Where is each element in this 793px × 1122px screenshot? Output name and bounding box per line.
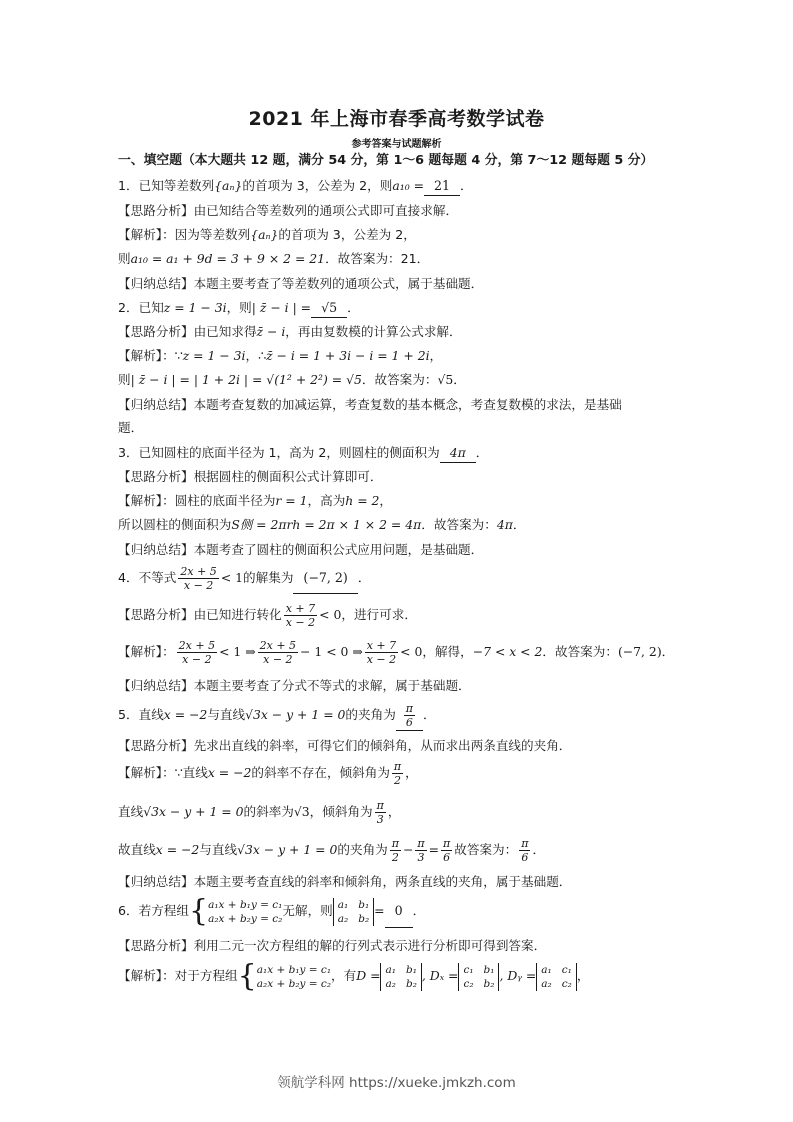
equation-system: a₁x + b₁y = c₁ a₂x + b₂y = c₂ xyxy=(256,963,332,990)
q4-analysis: 【思路分析】由已知进行转化 $\frac{x + 7}{x - 2}$ < 0，进行可求． xyxy=(118,602,417,629)
determinant: a₁ b₁ a₂ b₂ xyxy=(380,963,421,991)
determinant: c₁ b₁ c₂ b₂ xyxy=(458,963,499,991)
q2-stem: 2．已知z = 1 − 3i，则| z̄ − i | = √5 ． xyxy=(118,299,678,318)
q2-solution-2: 则| z̄ − i | = | 1 + 2i | = √(1² + 2²) = √5．故答案为：√5． xyxy=(118,372,466,387)
equation-system: a₁x + b₁y = c₁ a₂x + b₂y = c₂ xyxy=(208,898,283,925)
q5-analysis: 【思路分析】先求出直线的斜率，可得它们的倾斜角，从而求出两条直线的夹角． xyxy=(118,738,572,753)
fraction: $\frac{2x + 5}{x - 2}$ xyxy=(178,639,216,666)
q5-stem: 5．直线x = −2与直线√3x − y + 1 = 0的夹角为 $\frac{\pi}{6}$ ． xyxy=(118,702,436,729)
q5-solution-3: 故直线x = −2与直线√3x − y + 1 = 0的夹角为 $\frac{\pi}{2}$ − $\frac{\pi}{3}$ = $\frac{\pi}{6}$ 故答案为： $\frac{\pi}{6}$ ． xyxy=(118,837,546,864)
q6-answer: 0 xyxy=(385,895,413,928)
fraction: $\frac{\pi}{6}$ xyxy=(521,837,529,864)
q1-solution: 【解析】：因为等差数列{aₙ}的首项为 3，公差为 2， xyxy=(118,227,416,242)
fraction: $\frac{\pi}{2}$ xyxy=(391,837,399,864)
fraction: $\frac{2x + 5}{x - 2}$ xyxy=(259,639,297,666)
q3-solution: 【解析】：圆柱的底面半径为r = 1，高为h = 2， xyxy=(118,493,392,508)
section-heading: 一、填空题（本大题共 12 题，满分 54 分，第 1～6 题每题 4 分，第 7～12 题每题 5 分） xyxy=(118,153,654,168)
fraction: $\frac{\pi}{3}$ xyxy=(376,799,384,826)
q4-solution: 【解析】： $\frac{2x + 5}{x - 2}$ < 1 ⇒ $\frac{2x + 5}{x - 2}$ − 1 < 0 ⇒ $\frac{x + 7}{x - 2}$ < 0，解得，−7 < x < 2．故答案为：(−7, 2)． xyxy=(118,639,675,666)
q4-summary: 【归纳总结】本题主要考查了分式不等式的求解，属于基础题． xyxy=(118,678,471,693)
q1-solution-2: 则a₁₀ = a₁ + 9d = 3 + 9 × 2 = 21．故答案为：21． xyxy=(118,251,430,266)
q4-answer: (−7, 2) xyxy=(293,563,357,594)
footer-watermark: 领航学科网 https://xueke.jmkzh.com xyxy=(277,1075,516,1091)
q6-solution: 【解析】：对于方程组{ a₁x + b₁y = c₁ a₂x + b₂y = c₂ ，有D = a₁ b₁ a₂ b₂ , Dₓ = c₁ b₁ c₂ b₂ , Dᵧ = a₁ c₁ a₂ c₂ ， xyxy=(118,958,590,994)
q2-summary: 【归纳总结】本题考查复数的加减运算，考查复数的基本概念，考查复数模的求法，是基础 xyxy=(118,397,622,412)
q3-stem: 3．已知圆柱的底面半径为 1，高为 2，则圆柱的侧面积为 4π ． xyxy=(118,444,678,463)
page-subtitle: 参考答案与试题解析 xyxy=(351,139,442,150)
fraction: $\frac{\pi}{6}$ xyxy=(443,837,451,864)
determinant: a₁ c₁ a₂ c₂ xyxy=(536,963,577,991)
q2-answer: √5 xyxy=(311,299,347,318)
fraction: $\frac{2x + 5}{x - 2}$ xyxy=(180,565,217,592)
fraction: $\frac{\pi}{3}$ xyxy=(417,837,425,864)
q3-analysis: 【思路分析】根据圆柱的侧面积公式计算即可． xyxy=(118,469,383,484)
q1-summary: 【归纳总结】本题主要考查了等差数列的通项公式，属于基础题． xyxy=(118,276,484,291)
q1-analysis: 【思路分析】由已知结合等差数列的通项公式即可直接求解． xyxy=(118,203,459,218)
fraction: $\frac{x + 7}{x - 2}$ xyxy=(285,602,316,629)
fraction: $\frac{x + 7}{x - 2}$ xyxy=(366,639,397,666)
q1-answer: 21 xyxy=(424,177,460,196)
q6-stem: 6．若方程组{ a₁x + b₁y = c₁ a₂x + b₂y = c₂ 无解，则 a₁ b₁ a₂ b₂ = 0 ． xyxy=(118,893,426,929)
q1-stem: 1．已知等差数列{aₙ}的首项为 3，公差为 2，则a₁₀ = 21 ． xyxy=(118,177,678,196)
q2-summary-cont: 题． xyxy=(118,420,144,435)
q2-analysis: 【思路分析】由已知求得z̄ − i，再由复数模的计算公式求解． xyxy=(118,324,462,339)
fraction: $\frac{\pi}{2}$ xyxy=(393,760,402,787)
q5-summary: 【归纳总结】本题主要考查直线的斜率和倾斜角，两条直线的夹角，属于基础题． xyxy=(118,874,572,889)
q6-analysis: 【思路分析】利用二元一次方程组的解的行列式表示进行分析即可得到答案． xyxy=(118,938,547,953)
q3-summary: 【归纳总结】本题考查了圆柱的侧面积公式应用问题，是基础题． xyxy=(118,542,484,557)
fraction: $\frac{\pi}{6}$ xyxy=(405,702,414,729)
q2-solution: 【解析】：∵z = 1 − 3i，∴z̄ − i = 1 + 3i − i = 1 + 2i， xyxy=(118,348,443,363)
q5-solution: 【解析】：∵直线x = −2的斜率不存在，倾斜角为 $\frac{\pi}{2}$ ， xyxy=(118,760,418,787)
q5-solution-2: 直线√3x − y + 1 = 0的斜率为√3，倾斜角为 $\frac{\pi}{3}$ ， xyxy=(118,799,401,826)
q3-answer: 4π xyxy=(440,444,476,463)
q4-stem: 4．不等式 $\frac{2x + 5}{x - 2}$ < 1的解集为 (−7, 2) ． xyxy=(118,565,371,592)
q5-answer xyxy=(396,700,423,731)
q3-solution-2: 所以圆柱的侧面积为S侧 = 2πrh = 2π × 1 × 2 = 4π．故答案为：4π． xyxy=(118,517,526,532)
page-title: 2021 年上海市春季高考数学试卷 xyxy=(248,108,545,130)
determinant: a₁ b₁ a₂ b₂ xyxy=(333,898,374,926)
